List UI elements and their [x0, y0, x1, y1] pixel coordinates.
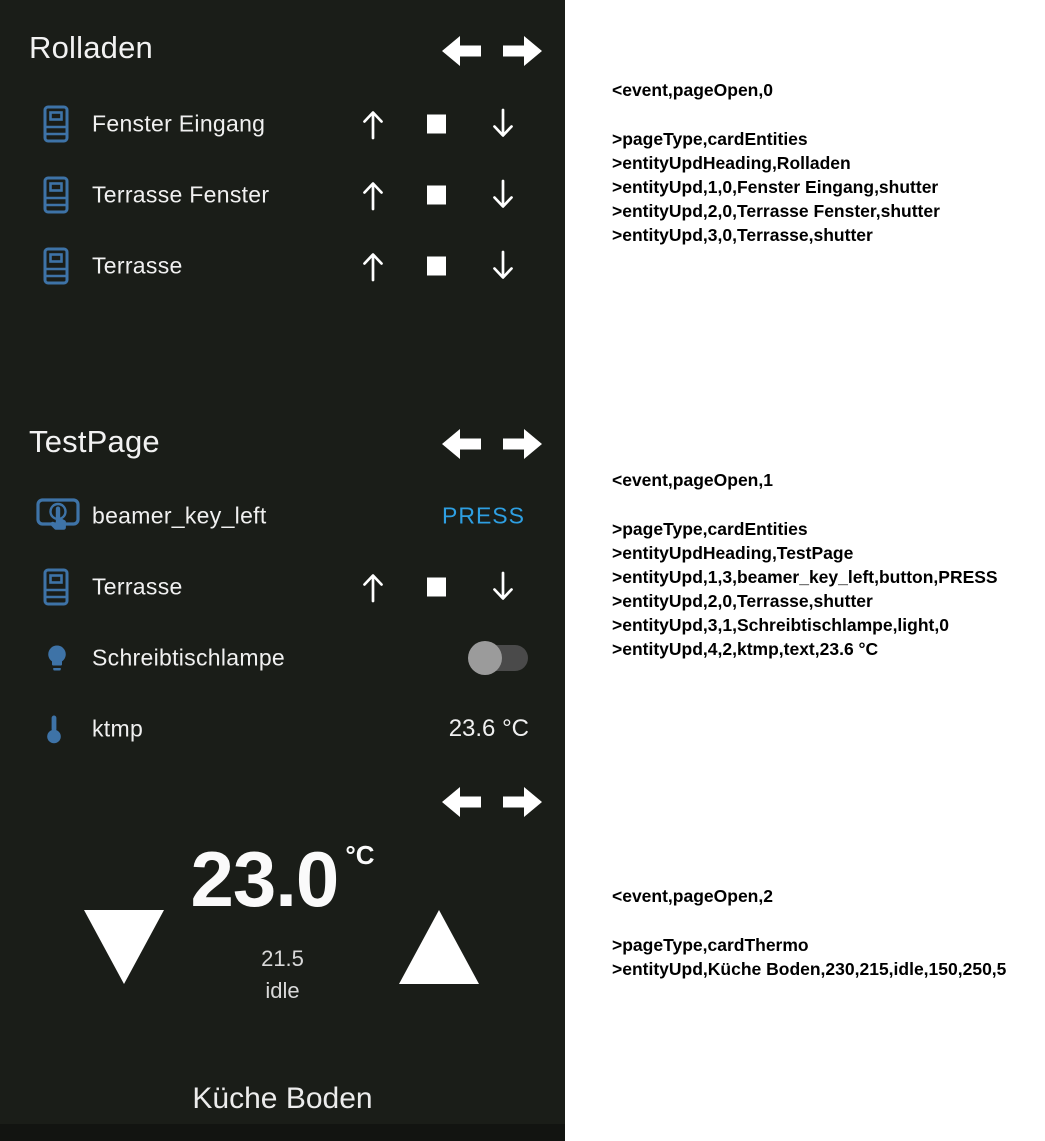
- entity-label: ktmp: [92, 715, 144, 742]
- gesture-tap-button-icon: [36, 497, 80, 535]
- nav-next-button[interactable]: [503, 33, 543, 69]
- arrow-down-icon: [490, 108, 516, 140]
- shutter-up-button[interactable]: [360, 108, 386, 140]
- log-line: >entityUpd,Küche Boden,230,215,idle,150,250,5: [612, 959, 1007, 979]
- entity-row: [0, 632, 565, 684]
- arrow-right-icon: [503, 33, 543, 69]
- log-line: >pageType,cardEntities: [612, 129, 808, 149]
- log-event-line: <event,pageOpen,0: [612, 80, 773, 100]
- entity-label: Terrasse Fenster: [92, 181, 270, 208]
- entity-label: Terrasse: [92, 252, 183, 279]
- window-shutter-icon: [42, 105, 70, 143]
- entity-row: [0, 703, 565, 755]
- shutter-down-button[interactable]: [490, 179, 516, 211]
- entity-label: Fenster Eingang: [92, 110, 266, 137]
- log-line: >entityUpd,2,0,Terrasse,shutter: [612, 591, 873, 611]
- nav-prev-button[interactable]: [441, 426, 481, 462]
- shutter-up-button[interactable]: [360, 250, 386, 282]
- page-title-rolladen: Rolladen: [29, 30, 153, 65]
- entity-row: [0, 98, 565, 150]
- light-toggle-off[interactable]: [470, 645, 528, 671]
- temp-value: 23.0: [190, 835, 339, 923]
- window-shutter-icon: [42, 247, 70, 285]
- serial-log-block-1: [612, 468, 998, 661]
- entity-row: [0, 561, 565, 613]
- log-event-line: <event,pageOpen,1: [612, 470, 773, 490]
- nav-next-button[interactable]: [503, 784, 543, 820]
- nav-next-button[interactable]: [503, 426, 543, 462]
- thermo-entity-name: Küche Boden: [192, 1082, 373, 1115]
- shutter-down-button[interactable]: [490, 571, 516, 603]
- log-line: >pageType,cardThermo: [612, 935, 809, 955]
- log-line: >entityUpd,4,2,ktmp,text,23.6 °C: [612, 639, 879, 659]
- nav-prev-button[interactable]: [441, 784, 481, 820]
- temp-unit: °C: [345, 840, 375, 870]
- log-line: >entityUpdHeading,TestPage: [612, 543, 854, 563]
- arrow-left-icon: [441, 33, 481, 69]
- log-line: >entityUpd,1,0,Fenster Eingang,shutter: [612, 177, 939, 197]
- arrow-right-icon: [503, 426, 543, 462]
- shutter-up-button[interactable]: [360, 571, 386, 603]
- window-shutter-icon: [42, 568, 70, 606]
- log-line: >entityUpd,2,0,Terrasse Fenster,shutter: [612, 201, 940, 221]
- thermometer-icon: [42, 712, 66, 746]
- log-line: >entityUpd,3,0,Terrasse,shutter: [612, 225, 873, 245]
- panel-bottom-bar: [0, 1124, 565, 1141]
- thermo-setpoint: 21.5: [261, 946, 304, 971]
- serial-log-block-2: [612, 884, 1006, 981]
- log-line: >entityUpd,3,1,Schreibtischlampe,light,0: [612, 615, 949, 635]
- arrow-right-icon: [503, 784, 543, 820]
- shutter-down-button[interactable]: [490, 250, 516, 282]
- entity-label: Terrasse: [92, 573, 183, 600]
- shutter-stop-button[interactable]: [427, 257, 446, 276]
- sensor-value: 23.6 °C: [448, 715, 529, 742]
- entity-label: Schreibtischlampe: [92, 644, 286, 671]
- log-event-line: <event,pageOpen,2: [612, 886, 773, 906]
- arrow-left-icon: [441, 784, 481, 820]
- arrow-up-icon: [360, 571, 386, 603]
- shutter-stop-button[interactable]: [427, 186, 446, 205]
- entity-row: [0, 169, 565, 221]
- arrow-up-icon: [360, 250, 386, 282]
- arrow-down-icon: [490, 571, 516, 603]
- arrow-up-icon: [360, 179, 386, 211]
- log-line: >entityUpd,1,3,beamer_key_left,button,PRESS: [612, 567, 998, 587]
- shutter-stop-button[interactable]: [427, 578, 446, 597]
- arrow-up-icon: [360, 108, 386, 140]
- window-shutter-icon: [42, 176, 70, 214]
- shutter-up-button[interactable]: [360, 179, 386, 211]
- arrow-down-icon: [490, 179, 516, 211]
- press-button[interactable]: PRESS: [442, 502, 525, 529]
- entity-label: beamer_key_left: [92, 502, 267, 529]
- shutter-stop-button[interactable]: [427, 115, 446, 134]
- entity-row: [0, 240, 565, 292]
- thermo-status: idle: [265, 978, 300, 1003]
- page-title-testpage: TestPage: [29, 424, 160, 459]
- arrow-left-icon: [441, 426, 481, 462]
- serial-log-block-0: [612, 78, 940, 247]
- lightbulb-icon: [42, 641, 72, 675]
- log-line: >pageType,cardEntities: [612, 519, 808, 539]
- nav-prev-button[interactable]: [441, 33, 481, 69]
- log-line: >entityUpdHeading,Rolladen: [612, 153, 851, 173]
- entity-row: [0, 490, 565, 542]
- arrow-down-icon: [490, 250, 516, 282]
- shutter-down-button[interactable]: [490, 108, 516, 140]
- toggle-knob: [468, 641, 502, 675]
